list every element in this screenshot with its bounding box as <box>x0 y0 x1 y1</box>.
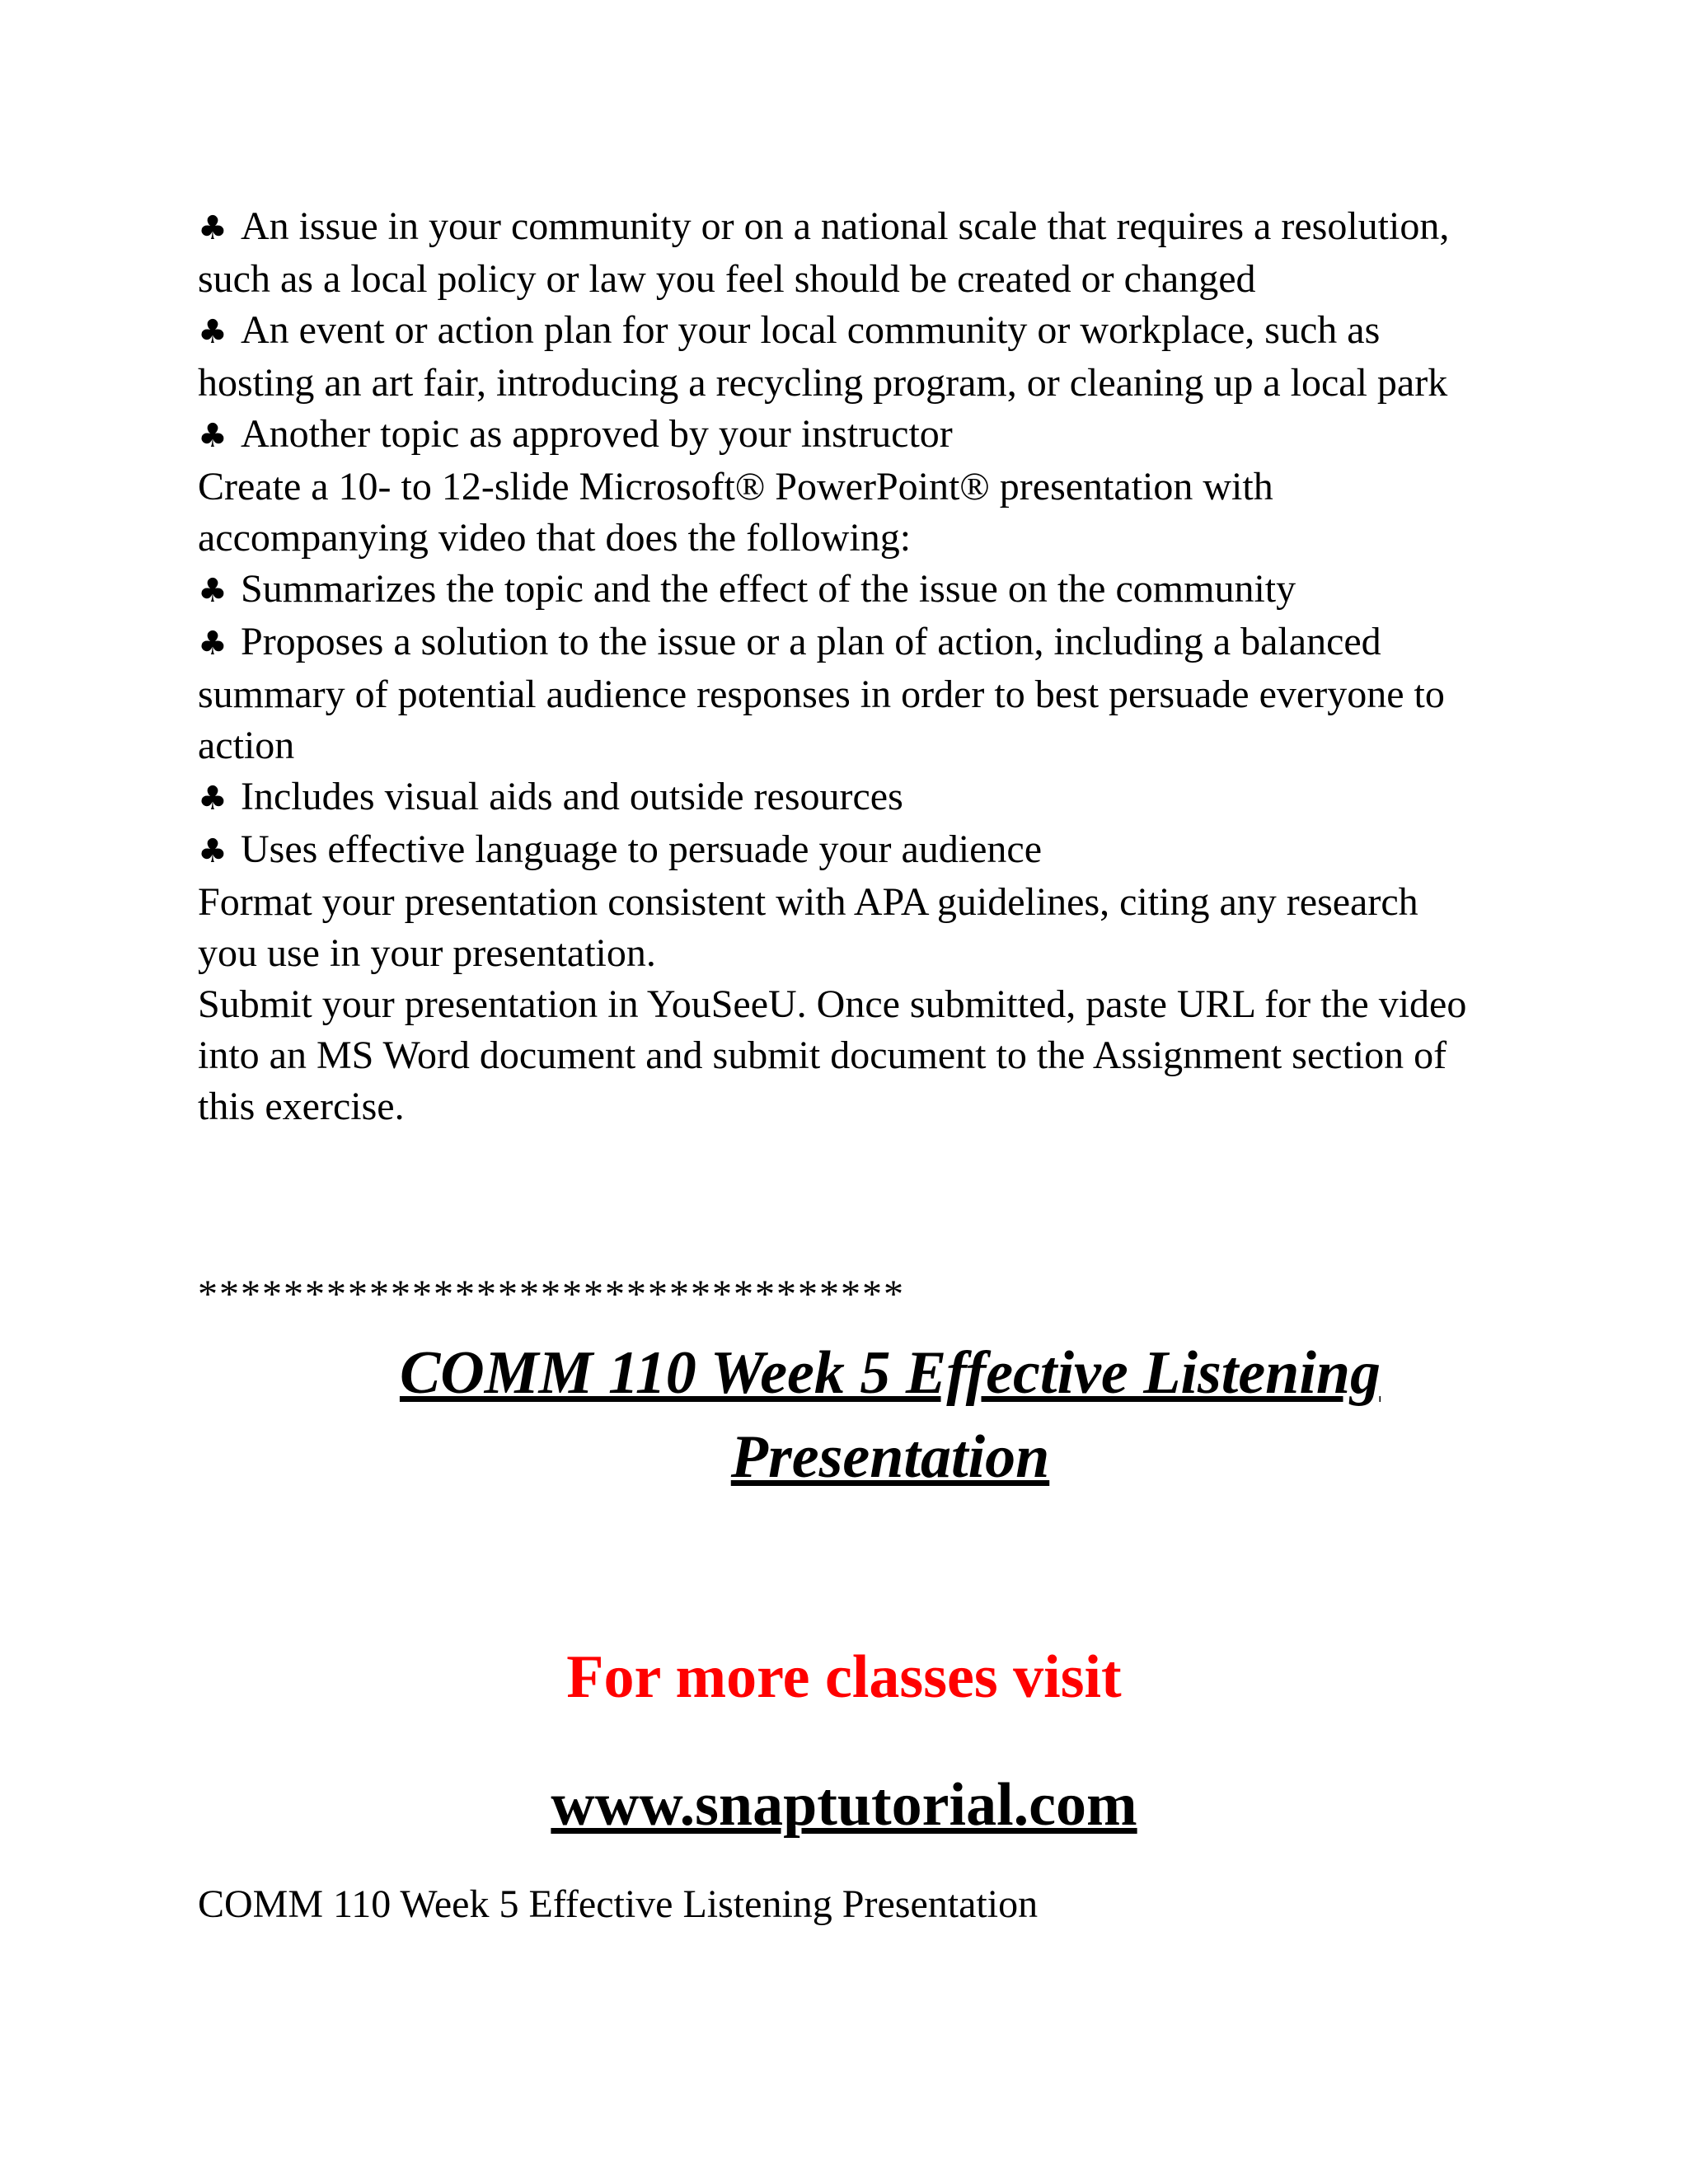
list-item <box>198 305 1484 409</box>
site-link[interactable]: www.snaptutorial.com <box>551 1771 1137 1839</box>
list-item-text: Proposes a solution to the issue or a plan of action, including a balanced summary of potential audience responses in order to best persuade everyone to action <box>198 620 1445 767</box>
instruction-submit: Submit your presentation in YouSeeU. Once submitted, paste URL for the video into an MS Word document and submit document to the Assignment section of this exercise. <box>198 982 1467 1128</box>
footer-title: COMM 110 Week 5 Effective Listening Presentation <box>198 1882 1039 1926</box>
club-bullet-icon: ♣ <box>198 209 227 247</box>
instruction-format: Format your presentation consistent with APA guidelines, citing any research you use in your presentation. <box>198 880 1418 975</box>
club-bullet-icon: ♣ <box>198 625 227 663</box>
club-bullet-icon: ♣ <box>198 572 227 610</box>
separator-stars: ********************************* <box>198 1272 905 1316</box>
club-bullet-icon: ♣ <box>198 780 227 818</box>
club-bullet-icon: ♣ <box>198 417 227 455</box>
instruction-create: Create a 10- to 12-slide Microsoft® PowerPoint® presentation with accompanying video that does the following: <box>198 465 1273 560</box>
list-item-text: Includes visual aids and outside resources <box>241 775 903 818</box>
page-title <box>198 1331 1582 1499</box>
list-item-text: An event or action plan for your local community or workplace, such as hosting an art fair, introducing a recycling program, or cleaning up a local park <box>198 308 1448 405</box>
list-item <box>198 616 1484 771</box>
list-item <box>198 771 1484 824</box>
page-title-line1: COMM 110 Week 5 Effective Listening <box>399 1339 1381 1407</box>
promo-text: For more classes visit <box>566 1643 1122 1711</box>
page-title-line2: Presentation <box>730 1423 1050 1491</box>
assignment-body <box>198 201 1484 1132</box>
list-item <box>198 564 1484 616</box>
list-item <box>198 824 1484 877</box>
list-item <box>198 201 1484 305</box>
club-bullet-icon: ♣ <box>198 832 227 870</box>
list-item-text: Uses effective language to persuade your audience <box>241 827 1043 871</box>
list-item-text: Summarizes the topic and the effect of the issue on the community <box>241 567 1296 611</box>
club-bullet-icon: ♣ <box>198 313 227 351</box>
list-item <box>198 409 1484 462</box>
list-item-text: Another topic as approved by your instructor <box>241 412 953 456</box>
list-item-text: An issue in your community or on a national scale that requires a resolution, such as a local policy or law you feel should be created or changed <box>198 204 1450 301</box>
